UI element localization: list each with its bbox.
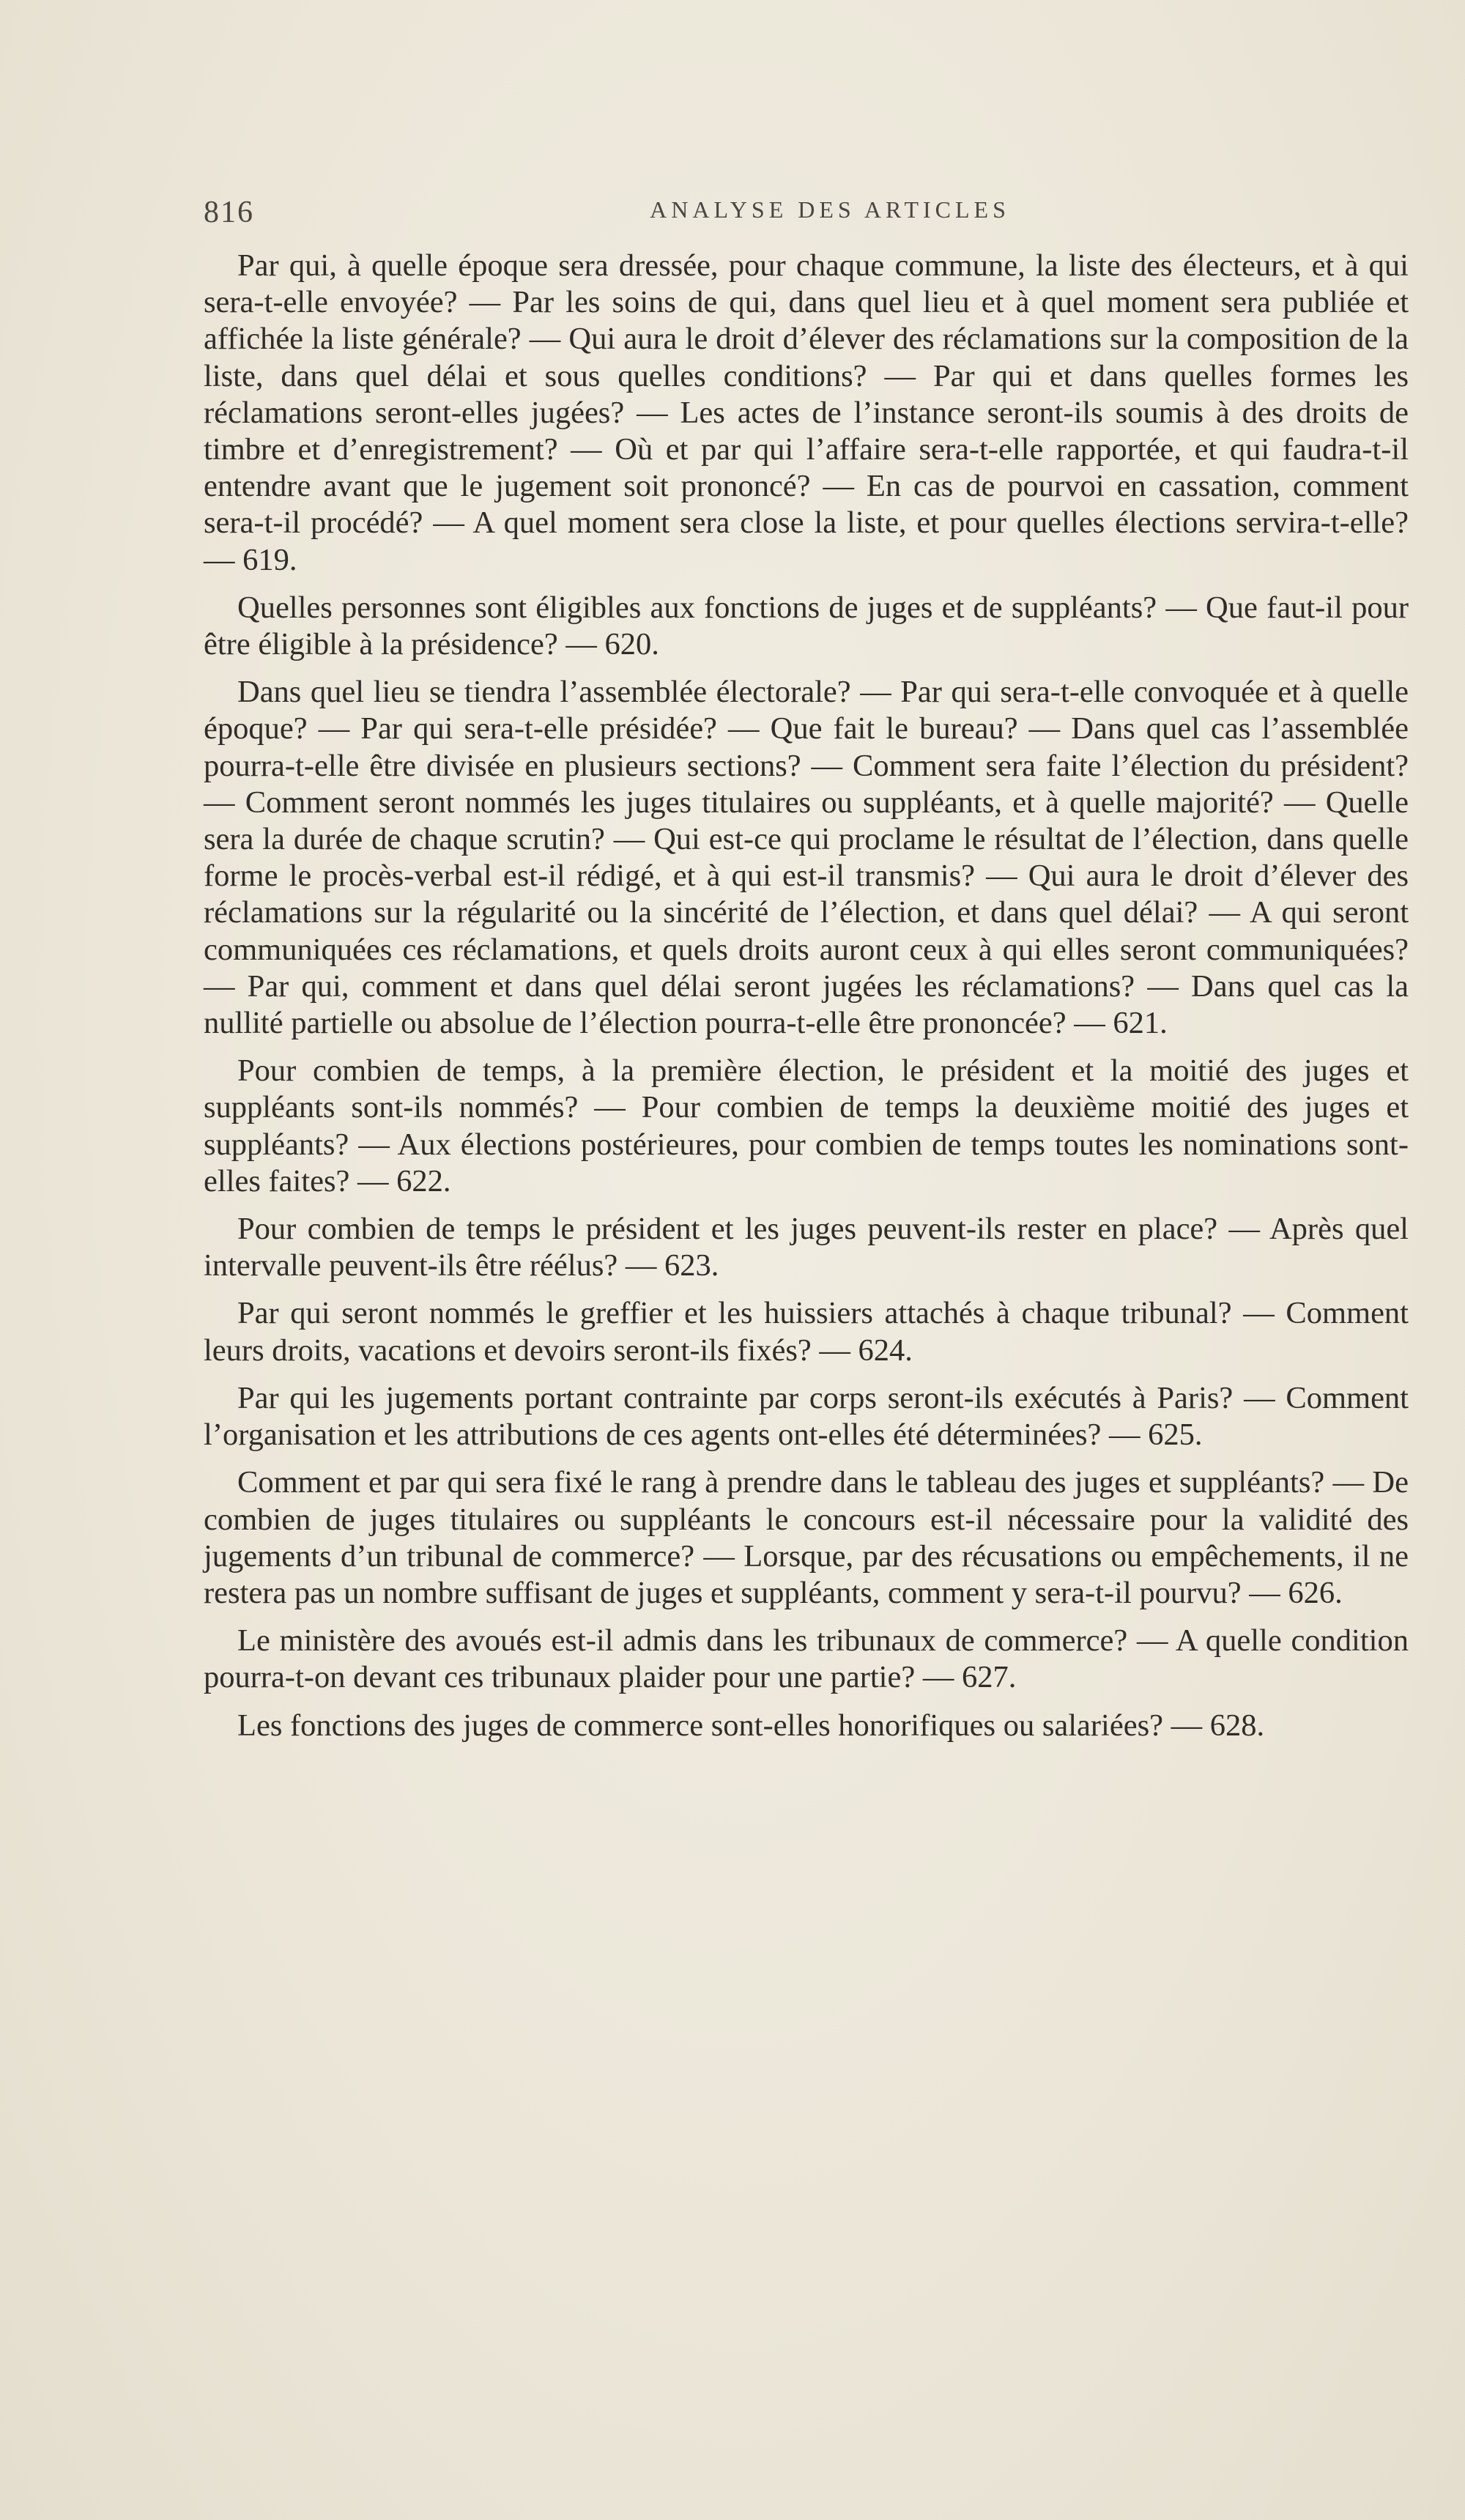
running-title: ANALYSE DES ARTICLES bbox=[650, 196, 1010, 223]
paragraph-625: Par qui les jugements portant contrainte par corps seront-ils exécutés à Paris? — Comment l’organisation et les attributions de ces agents ont-elles été déterminées? — 625. bbox=[204, 1380, 1409, 1453]
paragraph-620: Quelles personnes sont éligibles aux fonctions de juges et de suppléants? — Que faut-il pour être éligible à la présidence? — 620. bbox=[204, 590, 1409, 662]
paragraph-626: Comment et par qui sera fixé le rang à prendre dans le tableau des juges et suppléants? — De combien de juges titulaires ou suppléants le concours est-il nécessaire pour la validité des jugements d’un tribunal de commerce? — Lorsque, par des récusations ou empêchements, il ne restera pas un nombre suffisant de juges et suppléants, comment y sera-t-il pourvu? — 626. bbox=[204, 1465, 1409, 1610]
paragraph-624: Par qui seront nommés le greffier et les huissiers attachés à chaque tribunal? — Comment leurs droits, vacations et devoirs seront-ils fixés? — 624. bbox=[204, 1296, 1409, 1368]
running-head bbox=[204, 195, 1405, 231]
paragraph-628: Les fonctions des juges de commerce sont-elles honorifiques ou salariées? — 628. bbox=[237, 1708, 1265, 1743]
article-summary-text bbox=[204, 248, 1409, 1755]
paragraph-623: Pour combien de temps le président et les juges peuvent-ils rester en place? — Après quel intervalle peuvent-ils être réélus? — 623. bbox=[204, 1212, 1409, 1283]
page-number: 816 bbox=[204, 196, 254, 229]
paragraph-622: Pour combien de temps, à la première élection, le président et la moitié des juges et suppléants sont-ils nommés? — Pour combien de temps la deuxième moitié des juges et suppléants? — Aux élections postérieures, pour combien de temps toutes les nominations sont-elles faites? — 622. bbox=[204, 1053, 1409, 1198]
paragraph-619: Par qui, à quelle époque sera dressée, pour chaque commune, la liste des électeurs, et à qui sera-t-elle envoyée? — Par les soins de qui, dans quel lieu et à quel moment sera publiée et affichée la liste générale? — Qui aura le droit d’élever des réclamations sur la composition de la liste, dans quel délai et sous quelles conditions? — Par qui et dans quelles formes les réclamations seront-elles jugées? — Les actes de l’instance seront-ils soumis à des droits de timbre et d’enregistrement? — Où et par qui l’affaire sera-t-elle rapportée, et qui faudra-t-il entendre avant que le jugement soit prononcé? — En cas de pourvoi en cassation, comment sera-t-il procédé? — A quel moment sera close la liste, et pour quelles élections servira-t-elle? — 619. bbox=[204, 248, 1409, 577]
paragraph-621: Dans quel lieu se tiendra l’assemblée électorale? — Par qui sera-t-elle convoquée et à quelle époque? — Par qui sera-t-elle présidée? — Que fait le bureau? — Dans quel cas l’assemblée pourra-t-elle être divisée en plusieurs sections? — Comment sera faite l’élection du président? — Comment seront nommés les juges titulaires ou suppléants, et à quelle majorité? — Quelle sera la durée de chaque scrutin? — Qui est-ce qui proclame le résultat de l’élection, dans quelle forme le procès-verbal est-il rédigé, et à qui est-il transmis? — Qui aura le droit d’élever des réclamations sur la régularité ou la sincérité de l’élection, et dans quel délai? — A qui seront communiquées ces réclamations, et quels droits auront ceux à qui elles seront communiquées? — Par qui, comment et dans quel délai seront jugées les réclamations? — Dans quel cas la nullité partielle ou absolue de l’élection pourra-t-elle être prononcée? — 621. bbox=[204, 675, 1409, 1041]
paragraph-627: Le ministère des avoués est-il admis dans les tribunaux de commerce? — A quelle condition pourra-t-on devant ces tribunaux plaider pour une partie? — 627. bbox=[204, 1623, 1409, 1695]
